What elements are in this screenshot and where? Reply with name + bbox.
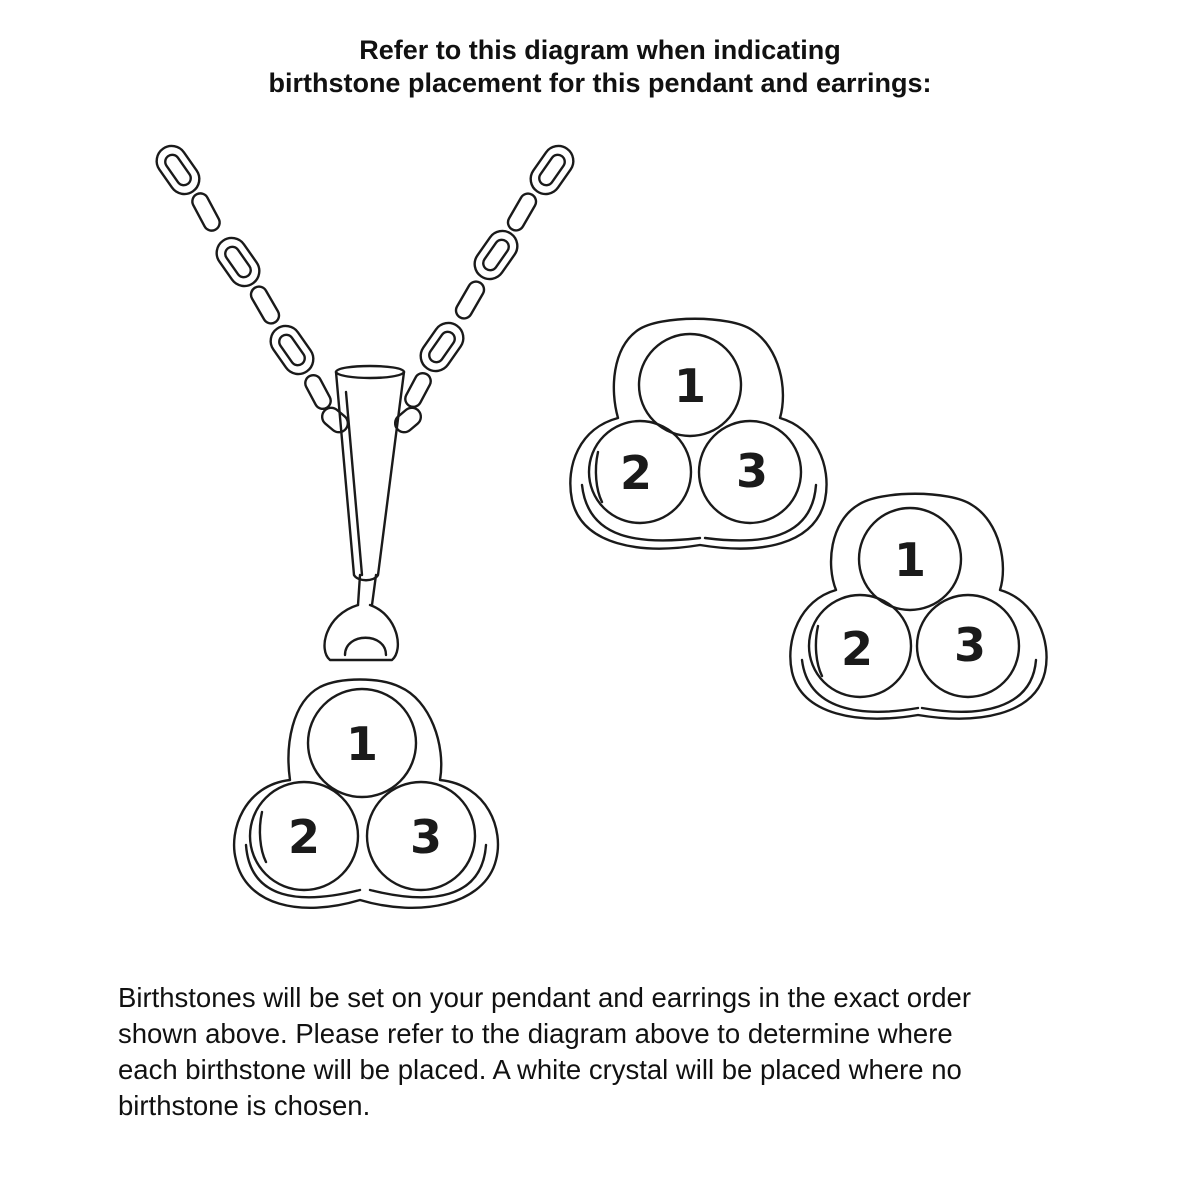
earring-left-stone-3-label: 3 [735,444,769,498]
earring-right-stone-2-label: 2 [840,622,874,676]
pendant-bail [336,366,404,580]
heading-line-2: birthstone placement for this pendant and earrings: [268,68,932,98]
pendant-setting [234,680,498,908]
earring-right-stone-3-label: 3 [953,618,987,672]
note-line-4: birthstone is chosen. [118,1090,371,1121]
earring-right-stone-1-label: 1 [893,533,927,587]
pendant-stone-3-label: 3 [409,810,443,864]
earring-left [570,319,826,549]
note-line-1: Birthstones will be set on your pendant and earrings in the exact order [118,982,971,1013]
pendant-jump-ring [325,575,398,660]
earring-left-stone-1-label: 1 [673,359,707,413]
pendant-stone-2-label: 2 [287,810,321,864]
note-line-3: each birthstone will be placed. A white crystal will be placed where no [118,1054,962,1085]
note-line-2: shown above. Please refer to the diagram above to determine where [118,1018,953,1049]
earring-left-stone-2-label: 2 [619,446,653,500]
chain-right [391,140,579,436]
earring-right [790,494,1046,719]
heading-line-1: Refer to this diagram when indicating [359,35,841,65]
placement-note [118,980,1118,1124]
pendant-stone-1-label: 1 [345,717,379,771]
chain-left [151,140,352,436]
